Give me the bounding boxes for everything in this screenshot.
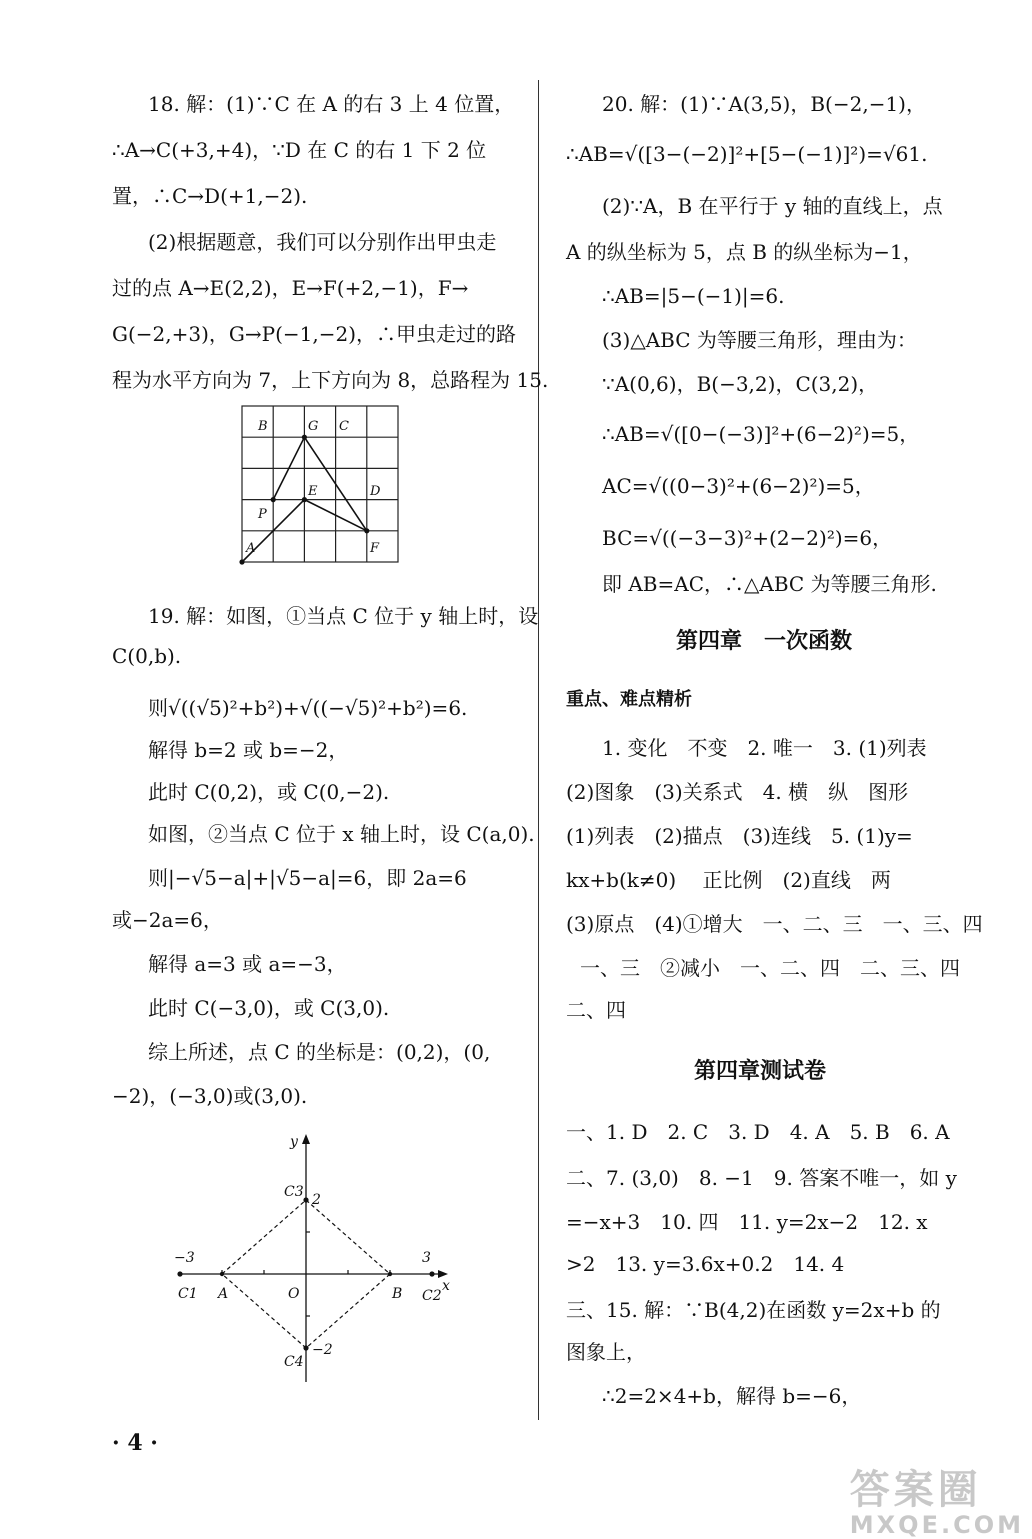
label-A-axis: A <box>218 1286 229 1302</box>
axis-y-label: y <box>290 1134 298 1150</box>
q19-line-5: 此时 C(0,2)，或 C(0,−2). <box>148 780 390 804</box>
label-E: E <box>308 484 318 499</box>
column-divider <box>538 80 539 1420</box>
coordinate-figure <box>170 1132 460 1390</box>
test-line-6: 图象上， <box>566 1340 646 1364</box>
chapter-title: 第四章 一次函数 <box>676 629 853 654</box>
q20-line-2: ∴AB=√([3−(−2)]²+[5−(−1)]²)=√61. <box>566 142 928 166</box>
watermark-top: 答案圈 <box>849 1467 982 1513</box>
watermark-logo <box>850 1468 1024 1538</box>
key-line-6: 一、三 ②减小 一、二、四 二、三、四 <box>580 956 960 980</box>
key-line-5: (3)原点 (4)①增大 一、二、三 一、三、四 <box>566 912 983 936</box>
test-line-5: 三、15. 解：∵B(4,2)在函数 y=2x+b 的 <box>566 1298 941 1322</box>
q20-line-7: ∵A(0,6)，B(−3,2)，C(3,2)， <box>602 372 879 396</box>
q18-line-5: 过的点 A→E(2,2)，E→F(+2,−1)，F→ <box>112 276 469 300</box>
q20-line-9: AC=√((0−3)²+(6−2)²)=5， <box>602 474 875 498</box>
q19-line-4: 解得 b=2 或 b=−2， <box>148 738 349 762</box>
axis-x-label: x <box>442 1278 450 1294</box>
section-heading: 重点、难点精析 <box>566 689 692 710</box>
label-C1: C1 <box>178 1286 198 1302</box>
label-B: B <box>258 419 268 434</box>
page-number: · 4 · <box>112 1430 158 1456</box>
test-title: 第四章测试卷 <box>694 1059 827 1084</box>
test-line-2: 二、7. (3,0) 8. −1 9. 答案不唯一，如 y <box>566 1166 957 1190</box>
q20-line-8: ∴AB=√([0−(−3)]²+(6−2)²)=5， <box>602 422 920 446</box>
q20-line-6: (3)△ABC 为等腰三角形，理由为： <box>602 328 917 352</box>
key-line-4: kx+b(k≠0) 正比例 (2)直线 两 <box>566 868 891 892</box>
test-line-4: >2 13. y=3.6x+0.2 14. 4 <box>566 1252 845 1276</box>
q19-line-6: 如图，②当点 C 位于 x 轴上时，设 C(a,0). <box>148 822 535 846</box>
label-C3: C3 <box>284 1184 304 1200</box>
q19-line-10: 此时 C(−3,0)，或 C(3,0). <box>148 996 390 1020</box>
q19-line-9: 解得 a=3 或 a=−3， <box>148 952 347 976</box>
key-line-2: (2)图象 (3)关系式 4. 横 纵 图形 <box>566 780 909 804</box>
label-C2: C2 <box>422 1288 442 1304</box>
test-line-1: 一、1. D 2. C 3. D 4. A 5. B 6. A <box>566 1120 950 1144</box>
q18-line-1: 18. 解：(1)∵C 在 A 的右 3 上 4 位置， <box>148 92 515 116</box>
test-line-3: =−x+3 10. 四 11. y=2x−2 12. x <box>566 1210 928 1234</box>
tick-2: 2 <box>312 1192 321 1208</box>
q20-line-5: ∴AB=|5−(−1)|=6. <box>602 284 785 308</box>
label-B-axis: B <box>392 1286 403 1302</box>
q19-line-7: 则|−√5−a|+|√5−a|=6，即 2a=6 <box>148 866 467 890</box>
q19-line-2: C(0,b). <box>112 644 182 668</box>
q20-line-1: 20. 解：(1)∵A(3,5)，B(−2,−1)， <box>602 92 926 116</box>
q20-line-3: (2)∵A，B 在平行于 y 轴的直线上，点 <box>602 194 943 218</box>
q19-line-3: 则√((√5)²+b²)+√((−√5)²+b²)=6. <box>148 696 468 720</box>
q19-line-1: 19. 解：如图，①当点 C 位于 y 轴上时，设 <box>148 604 539 628</box>
label-C: C <box>339 419 349 434</box>
label-F: F <box>370 541 380 556</box>
tick-3: 3 <box>422 1250 431 1266</box>
label-O: O <box>288 1286 300 1302</box>
key-line-1: 1. 变化 不变 2. 唯一 3. (1)列表 <box>602 736 927 760</box>
tick-neg3: −3 <box>174 1250 195 1266</box>
q19-line-11: 综上所述，点 C 的坐标是：(0,2)，(0, <box>148 1040 491 1064</box>
label-D: D <box>370 484 381 499</box>
q18-line-4: (2)根据题意，我们可以分别作出甲虫走 <box>148 230 497 254</box>
q19-line-8: 或−2a=6， <box>112 908 223 932</box>
watermark-bottom: MXQE.COM <box>849 1511 1024 1539</box>
q20-line-10: BC=√((−3−3)²+(2−2)²)=6， <box>602 526 893 550</box>
label-P: P <box>258 507 267 522</box>
label-G: G <box>308 419 319 434</box>
beetle-path-grid <box>238 402 404 570</box>
key-line-3: (1)列表 (2)描点 (3)连线 5. (1)y= <box>566 824 913 848</box>
q18-line-7: 程为水平方向为 7，上下方向为 8，总路程为 15. <box>112 368 549 392</box>
q20-line-4: A 的纵坐标为 5，点 B 的纵坐标为−1， <box>566 240 923 264</box>
label-A: A <box>246 541 256 556</box>
label-C4: C4 <box>284 1354 304 1370</box>
q18-line-2: ∴A→C(+3,+4)，∵D 在 C 的右 1 下 2 位 <box>112 138 487 162</box>
q18-line-6: G(−2,+3)，G→P(−1,−2)，∴甲虫走过的路 <box>112 322 517 346</box>
q19-line-12: −2)，(−3,0)或(3,0). <box>112 1084 308 1108</box>
tick-neg2: −2 <box>312 1342 333 1358</box>
q18-line-3: 置，∴C→D(+1,−2). <box>112 184 308 208</box>
q20-line-11: 即 AB=AC，∴△ABC 为等腰三角形. <box>602 572 937 596</box>
test-line-7: ∴2=2×4+b，解得 b=−6， <box>602 1384 862 1408</box>
key-line-7: 二、四 <box>566 998 626 1022</box>
